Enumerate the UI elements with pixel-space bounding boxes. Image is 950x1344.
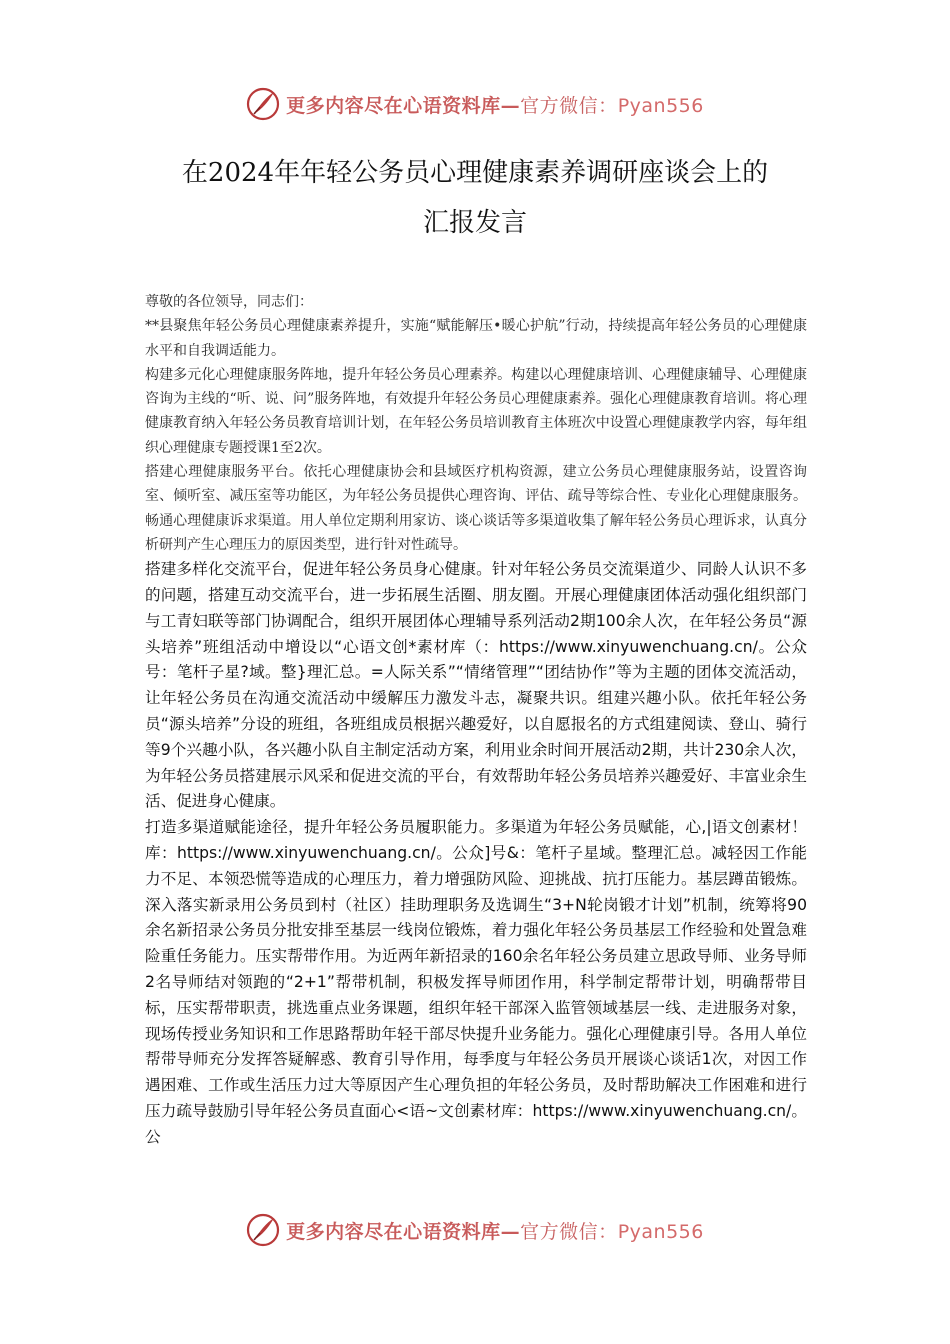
quill-logo-icon — [246, 87, 280, 121]
banner-text — [286, 1217, 704, 1244]
paragraph-4: 打造多渠道赋能途径，提升年轻公务员履职能力。多渠道为年轻公务员赋能，心,|语文创素材！库：https://www.xinyuwenchuang.cn/。公众]号&：笔杆子星域。整理汇总。减轻因工作能力不足、本领恐慌等造成的心理压力，着力增强防风险、迎挑战、抗打压能力。基层蹲苗锻炼。深入落实新录用公务员到村（社区）挂助理职务及选调生“3+N轮岗锻才计划”机制，统筹将90余名新招录公务员分批安排至基层一线岗位锻炼，着力强化年轻公务员基层工作经验和处置急难险重任务能力。压实帮带作用。为近两年新招录的160余名年轻公务员建立思政导师、业务导师2名导师结对领跑的“2+1”帮带机制，积极发挥导师团作用，科学制定帮带计划，明确帮带目标，压实帮带职责，挑选重点业务课题，组织年轻干部深入监管领域基层一线、走进服务对象，现场传授业务知识和工作思路帮助年轻干部尽快提升业务能力。强化心理健康引导。各用人单位帮带导师充分发挥答疑解惑、教育引导作用，每季度与年轻公务员开展谈心谈话1次，对因工作遇困难、工作或生活压力过大等原因产生心理负担的年轻公务员，及时帮助解决工作困难和进行压力疏导鼓励引导年轻公务员直面心<语~文创素材库：https://www.xinyuwenchuang.cn/。公 — [145, 818, 807, 1146]
footer-banner — [0, 1208, 950, 1252]
paragraph-3: 搭建多样化交流平台，促进年轻公务员身心健康。针对年轻公务员交流渠道少、同龄人认识不多的问题，搭建互动交流平台，进一步拓展生活圈、朋友圈。开展心理健康团体活动强化组织部门与工青妇联等部门协调配合，组织开展团体心理辅导系列活动2期100余人次，在年轻公务员“源头培养”班组活动中增设以“心语文创*素材库（：https://www.xinyuwenchuang.cn/。公众号：笔杆子星?域。整}理汇总。=人际关系”“情绪管理”“团结协作”等为主题的团体交流活动，让年轻公务员在沟通交流活动中缓解压力激发斗志，凝聚共识。组建兴趣小队。依托年轻公务员“源头培养”分设的班组，各班组成员根据兴趣爱好，以自愿报名的方式组建阅读、登山、骑行等9个兴趣小队，各兴趣小队自主制定活动方案，利用业余时间开展活动2期，共计230余人次，为年轻公务员搭建展示风采和促进交流的平台，有效帮助年轻公务员培养兴趣爱好、丰富业余生活、促进身心健康。 — [145, 560, 807, 811]
banner-wechat-id: Pyan556 — [617, 94, 704, 117]
paragraph-intro: **县聚焦年轻公务员心理健康素养提升，实施“赋能解压•暖心护航”行动，持续提高年轻公务员的心理健康水平和自我调适能力。 — [145, 318, 807, 359]
paragraph-1: 构建多元化心理健康服务阵地，提升年轻公务员心理素养。构建以心理健康培训、心理健康辅导、心理健康咨询为主线的“听、说、问”服务阵地，有效提升年轻公务员心理健康素养。强化心理健康教育培训。将心理健康教育纳入年轻公务员教育培训计划，在年轻公务员培训教育主体班次中设置心理健康教学内容，每年组织心理健康专题授课1至2次。 — [145, 366, 807, 456]
document-body — [145, 290, 807, 1151]
banner-part2: 官方微信： — [520, 1220, 618, 1243]
document-title — [120, 148, 830, 248]
title-line-2: 汇报发言 — [422, 208, 527, 238]
banner-part1: 更多内容尽在心语资料库 — [286, 1220, 501, 1243]
quill-logo-icon — [246, 1213, 280, 1247]
banner-dash: — — [500, 94, 521, 117]
banner-wechat-id: Pyan556 — [617, 1220, 704, 1243]
banner-text — [286, 91, 704, 118]
header-banner — [0, 82, 950, 126]
salutation: 尊敬的各位领导，同志们： — [145, 294, 313, 310]
paragraph-2: 搭建心理健康服务平台。依托心理健康协会和县域医疗机构资源，建立公务员心理健康服务站，设置咨询室、倾听室、减压室等功能区，为年轻公务员提供心理咨询、评估、疏导等综合性、专业化心理健康服务。畅通心理健康诉求渠道。用人单位定期利用家访、谈心谈话等多渠道收集了解年轻公务员心理诉求，认真分析研判产生心理压力的原因类型，进行针对性疏导。 — [145, 464, 807, 553]
banner-dash: — — [500, 1220, 521, 1243]
title-line-1: 在2024年年轻公务员心理健康素养调研座谈会上的 — [181, 158, 769, 188]
banner-part2: 官方微信： — [520, 94, 618, 117]
banner-part1: 更多内容尽在心语资料库 — [286, 94, 501, 117]
